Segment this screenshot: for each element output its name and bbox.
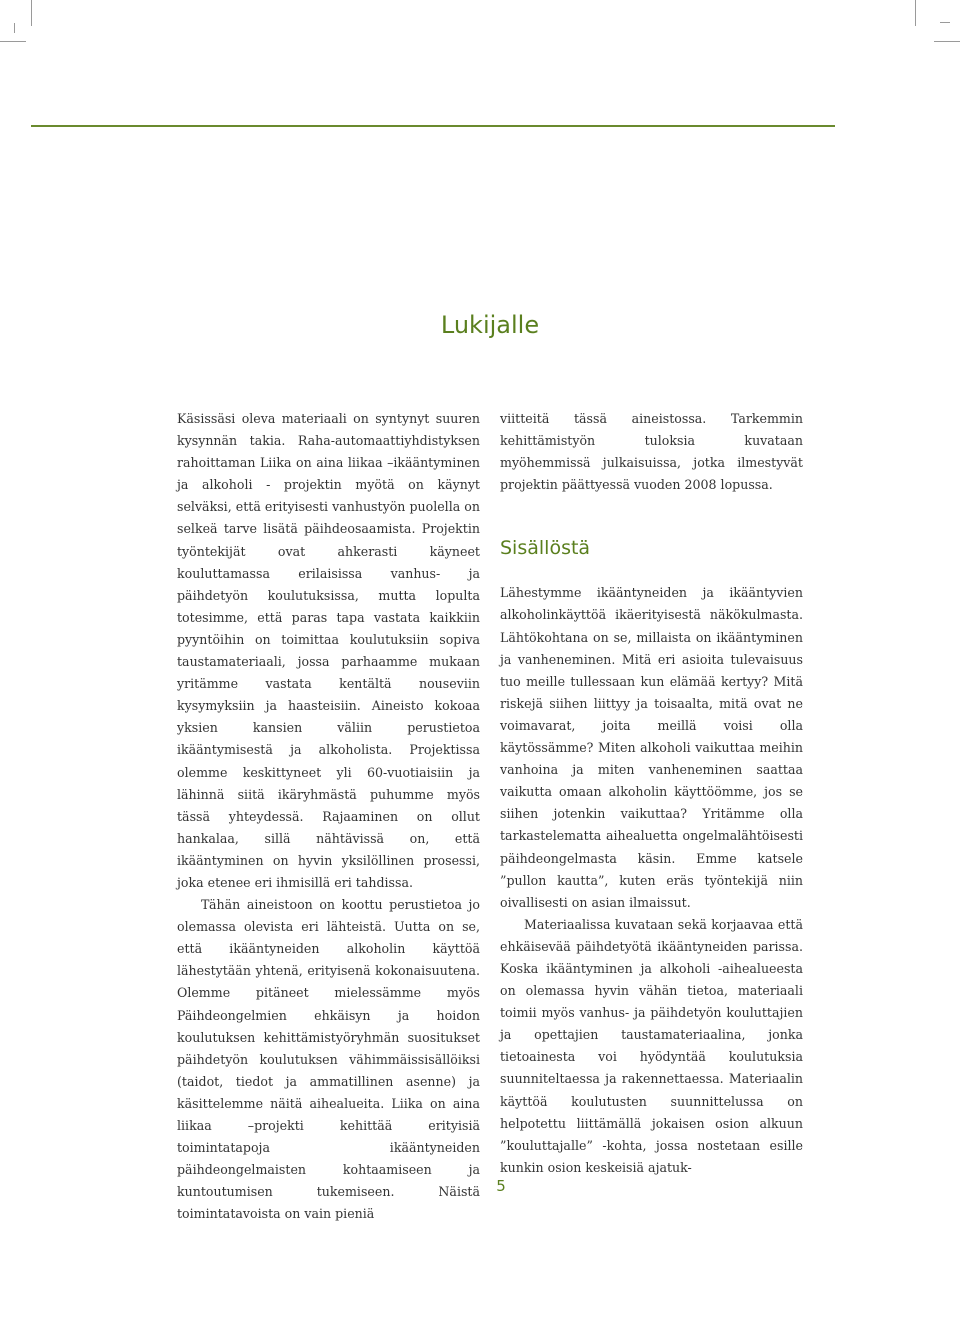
left-column xyxy=(177,408,480,1225)
crop-mark-top-right-horizontal xyxy=(934,41,960,42)
crop-mark-top-left-horizontal xyxy=(0,41,26,42)
left-paragraph-2: Tähän aineistoon on koottu perustietoa jo olemassa olevista eri lähteistä. Uutta on se, että ikääntyneiden alkoholin käyttöä lähestytään yhtenä, erityisenä kokonaisuutena. Olemme pitäneet mielessämme myös Päihdeongelmien ehkäisyn ja hoidon koulutuksen kehittämistyöryhmän suositukset päihdetyön koulutuksen vähimmäissisällöiksi (taidot, tiedot ja ammatillinen asenne) ja käsittelemme näitä aihealueita. Liika on aina liikaa –projekti kehittää erityisiä toimintatapoja ikääntyneiden päihdeongelmaisten kohtaamiseen ja kuntoutumisen tukemiseen. Näistä toimintatavoista on vain pieniä xyxy=(177,897,480,1222)
crop-mark-top-left-vertical xyxy=(31,0,32,26)
right-column xyxy=(500,408,803,1179)
right-paragraph-2: Materiaalissa kuvataan sekä korjaavaa että ehkäisevää päihdetyötä ikääntyneiden parissa. Koska ikääntyminen ja alkoholi -aihealueesta on olemassa hyvin vähän tietoa, materiaali toimii myös vanhus- ja päihdetyön kouluttajien ja opettajien taustamateriaalina, jonka tietoainesta voi hyödyntää koulutuksia suunniteltaessa ja rakennettaessa. Materiaalin käyttöä koulutusten suunnittelussa on helpotettu liittämällä jokaisen osion alkuun ”kouluttajalle” -kohta, jossa nostetaan esille kunkin osion keskeisiä ajatuk- xyxy=(500,916,803,1175)
crop-mark-top-right-vertical xyxy=(915,0,916,26)
right-intro-paragraph: viitteitä tässä aineistossa. Tarkemmin kehittämistyön tuloksia kuvataan myöhemmissä julkaisuissa, jotka ilmestyvät projektin päättyessä vuoden 2008 lopussa. xyxy=(500,411,803,493)
crop-mark-top-right-small xyxy=(940,22,950,23)
header-rule xyxy=(31,125,835,127)
page-number: 5 xyxy=(496,1177,506,1195)
page-title: Lukijalle xyxy=(440,311,540,339)
section-heading: Sisällöstä xyxy=(500,537,591,560)
crop-mark-top-left-small xyxy=(14,23,15,33)
right-paragraph-1: Lähestymme ikääntyneiden ja ikääntyvien alkoholinkäyttöä ikäerityisestä näkökulmasta. Lähtökohtana on se, millaista on ikääntyminen ja vanheneminen. Mitä eri asioita tulevaisuus tuo meille tullessaan kun elämää kertyy? Mitä riskejä siihen liittyy ja toisaalta, mitä ovat ne voimavarat, joita meillä voisi olla käytössämme? Miten alkoholi vaikuttaa meihin vanhoina ja miten vanheneminen saattaa vaikutta omaan alkoholin käyttöömme, jos se siihen jotenkin vaikuttaa? Yritämme olla tarkastelematta aihealuetta ongelmalähtöisesti päihdeongelmasta käsin. Emme katsele ”pullon kautta”, kuten eräs työntekijä niin oivallisesti on asian ilmaissut. xyxy=(500,585,803,910)
left-paragraph-1: Käsissäsi oleva materiaali on syntynyt suuren kysynnän takia. Raha-automaattiyhdistyksen rahoittaman Liika on aina liikaa –ikääntyminen ja alkoholi - projektin myötä on käynyt selväksi, että erityisesti vanhustyön puolella on selkeä tarve lisätä päihdeosaamista. Projektin työntekijät ovat ahkerasti käyneet kouluttamassa erilaisissa vanhus- ja päihdetyön koulutuksissa, mutta lopulta totesimme, että paras tapa vastata kaikkiin pyyntöihin on toimittaa koulutuksiin sopiva taustamateriaali, jossa parhaamme mukaan yritämme vastata kentältä nouseviin kysymyksiin ja haasteisiin. Aineisto kokoaa yksien kansien väliin perustietoa ikääntymisestä ja alkoholista. Projektissa olemme keskittyneet yli 60-vuotiaisiin ja lähinnä siitä ikäryhmästä puhumme myös tässä yhteydessä. Rajaaminen on ollut hankalaa, sillä nähtävissä on, että ikääntyminen on hyvin yksilöllinen prosessi, joka etenee eri ihmisillä eri tahdissa. xyxy=(177,411,480,890)
